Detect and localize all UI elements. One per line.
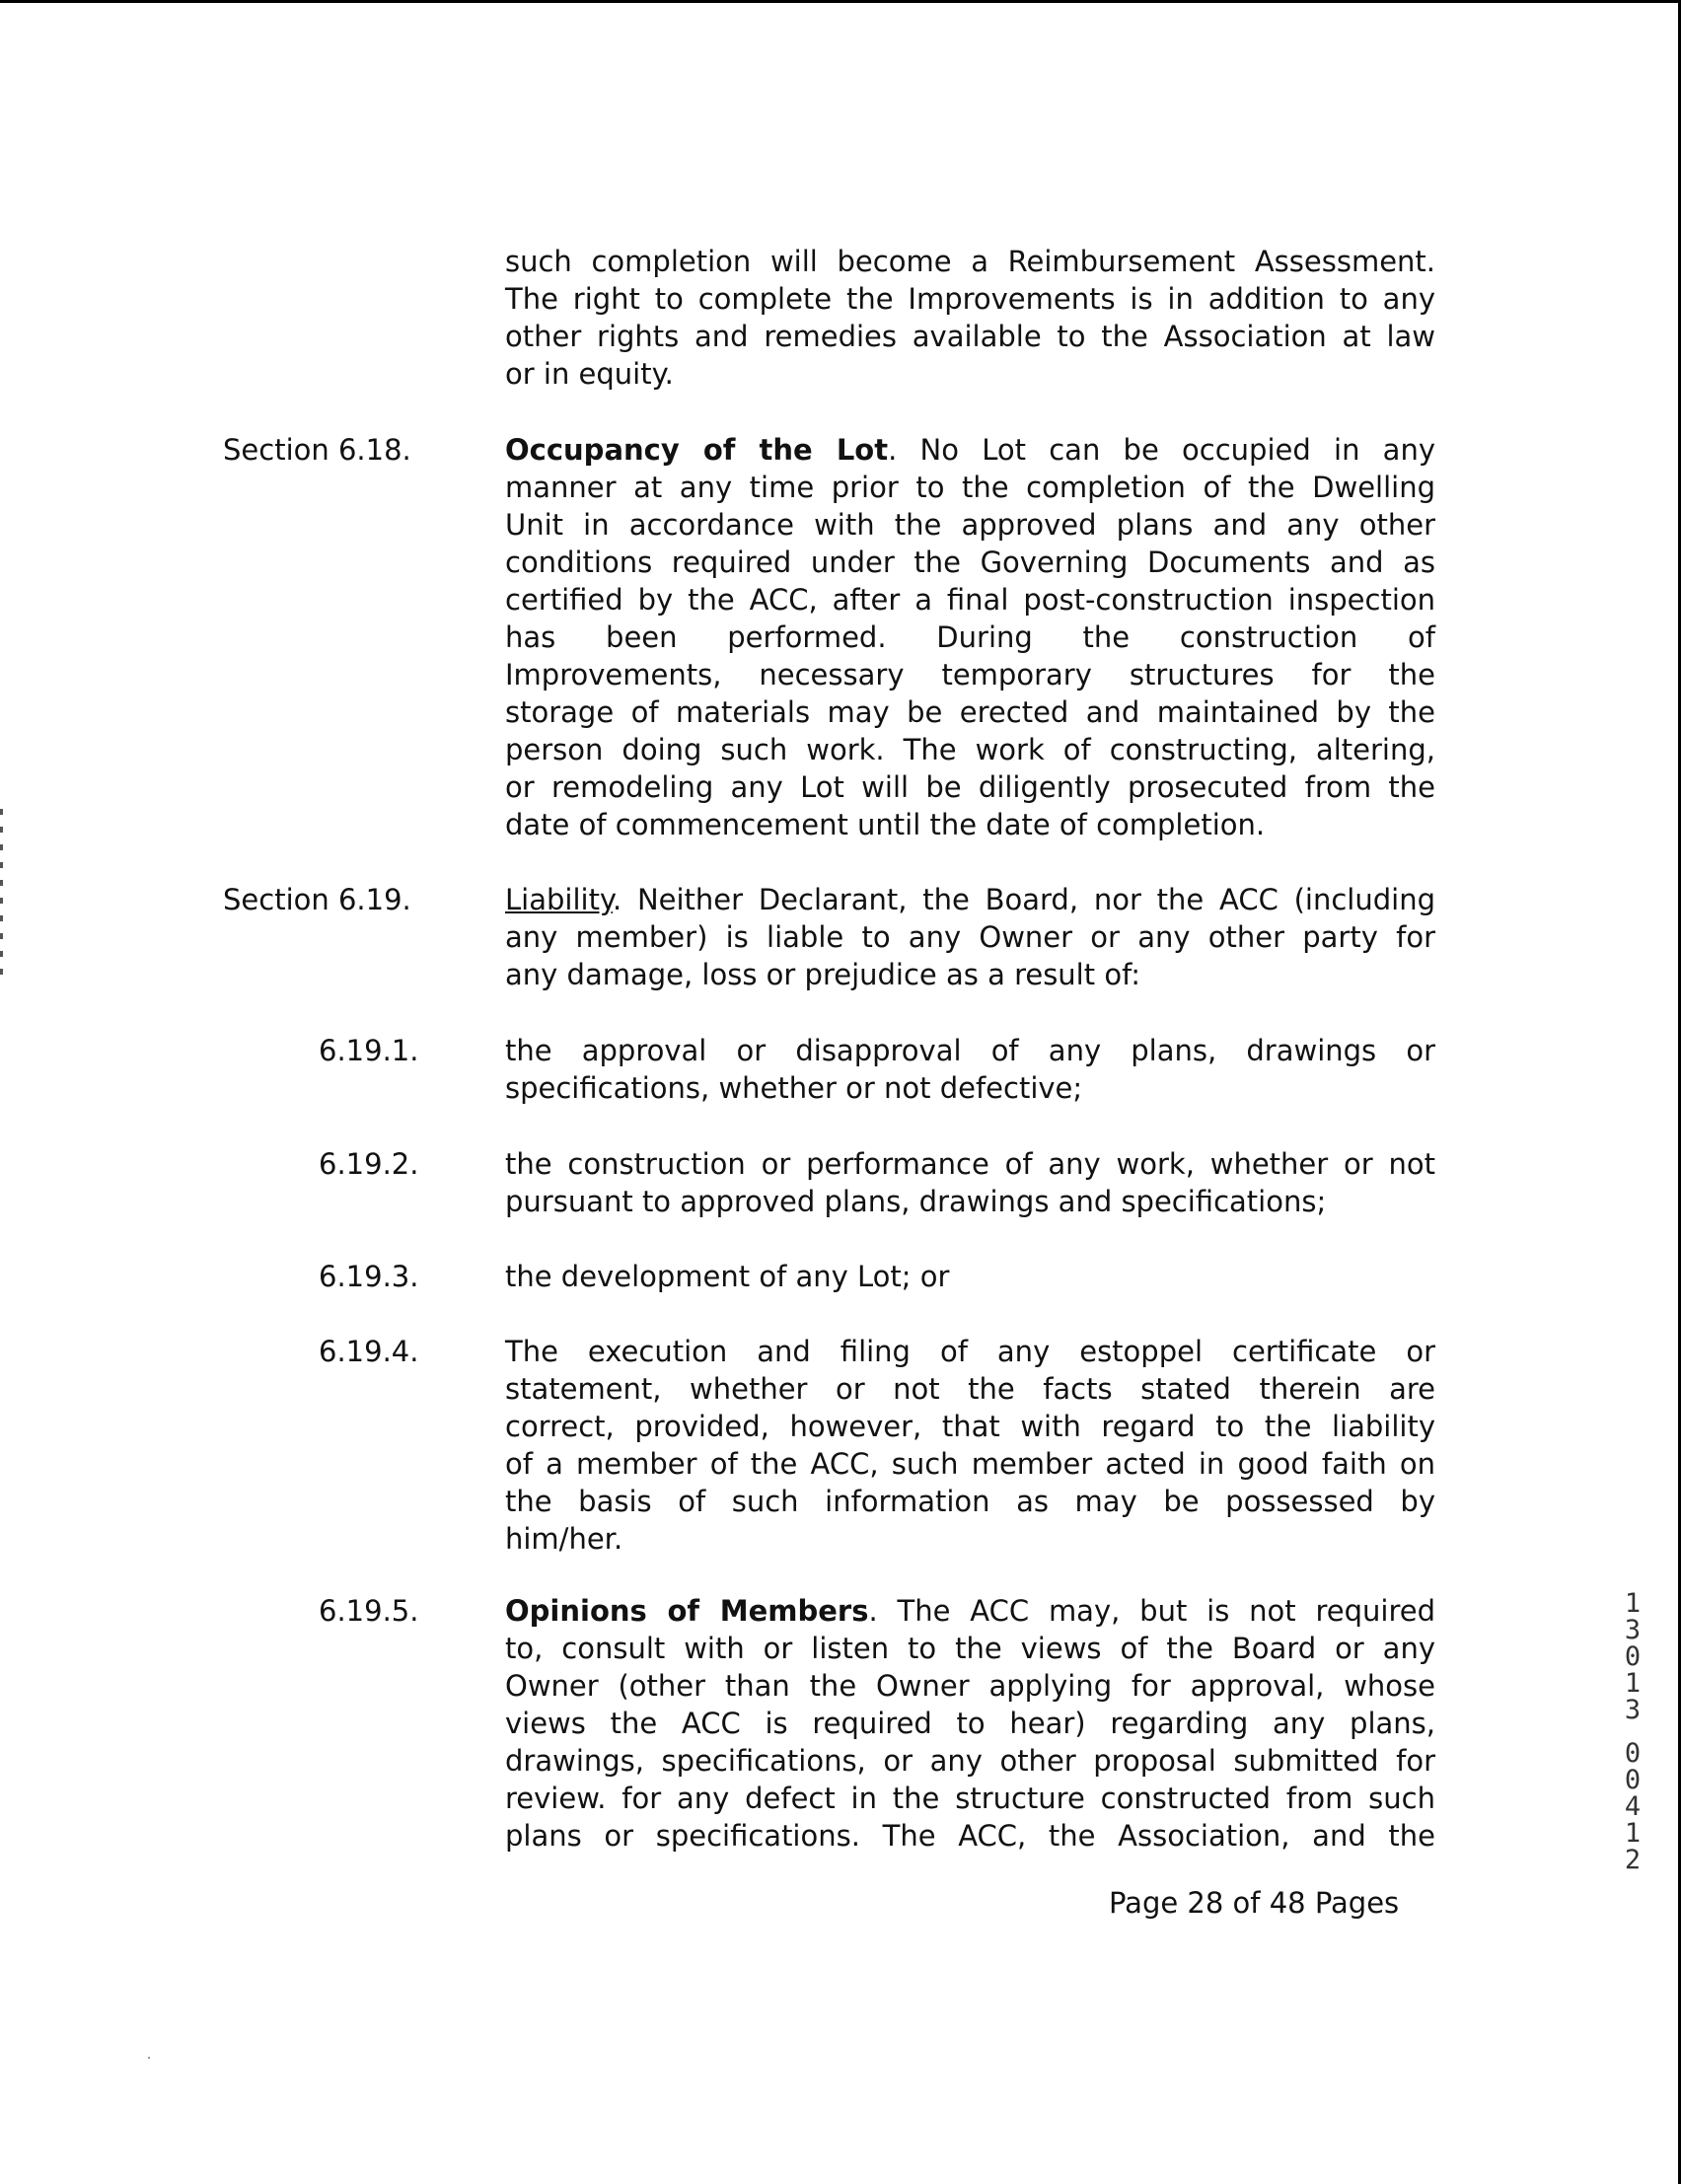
margin-digit: 1 bbox=[1624, 1818, 1642, 1849]
item-6-19-1-label: 6.19.1. bbox=[319, 1034, 419, 1067]
item-6-19-5-line: to, consult with or listen to the views of the Board or any bbox=[505, 1632, 1435, 1665]
section-6-18-first-line-text: . No Lot can be occupied in any bbox=[888, 433, 1436, 467]
margin-digit: 2 bbox=[1624, 1845, 1642, 1875]
section-6-18-line: date of commencement until the date of completion. bbox=[505, 808, 1266, 841]
item-6-19-5-label: 6.19.5. bbox=[319, 1594, 419, 1628]
section-6-19-line: any member) is liable to any Owner or any other party for bbox=[505, 920, 1435, 954]
item-6-19-5-line: review. for any defect in the structure constructed from such bbox=[505, 1782, 1435, 1815]
margin-digit: 1 bbox=[1624, 1588, 1642, 1619]
section-6-18-line: manner at any time prior to the completion of the Dwelling bbox=[505, 471, 1435, 504]
page-footer: Page 28 of 48 Pages bbox=[1109, 1886, 1400, 1920]
item-6-19-5-line: Owner (other than the Owner applying for approval, whose bbox=[505, 1669, 1435, 1703]
item-6-19-2-line: the construction or performance of any work, whether or not bbox=[505, 1147, 1435, 1181]
section-6-18-line: Unit in accordance with the approved plans and any other bbox=[505, 508, 1435, 542]
scan-speck bbox=[148, 2057, 150, 2059]
item-6-19-2-label: 6.19.2. bbox=[319, 1147, 419, 1181]
section-6-18-line: person doing such work. The work of constructing, altering, bbox=[505, 733, 1435, 766]
section-6-19-label: Section 6.19. bbox=[223, 883, 411, 916]
section-6-18-heading: Occupancy of the Lot bbox=[505, 433, 889, 467]
intro-line: The right to complete the Improvements is in addition to any bbox=[505, 282, 1435, 316]
section-6-18-first-line bbox=[505, 431, 1435, 469]
scan-left-marks bbox=[0, 809, 3, 986]
item-6-19-4-label: 6.19.4. bbox=[319, 1335, 419, 1368]
item-6-19-3-line: the development of any Lot; or bbox=[505, 1260, 950, 1293]
margin-digit: 1 bbox=[1624, 1668, 1642, 1699]
section-6-19-first-line-text: . Neither Declarant, the Board, nor the ACC (including bbox=[612, 883, 1435, 916]
item-6-19-5-line: drawings, specifications, or any other proposal submitted for bbox=[505, 1744, 1435, 1778]
section-6-18-line: storage of materials may be erected and maintained by the bbox=[505, 695, 1435, 729]
intro-line: or in equity. bbox=[505, 357, 674, 391]
item-6-19-1-line: specifications, whether or not defective; bbox=[505, 1071, 1083, 1105]
intro-line: other rights and remedies available to the Association at law bbox=[505, 320, 1435, 353]
section-6-18-label: Section 6.18. bbox=[223, 433, 411, 467]
item-6-19-4-line: correct, provided, however, that with regard to the liability bbox=[505, 1410, 1435, 1443]
item-6-19-5-first-line bbox=[505, 1592, 1435, 1630]
section-6-18-line: conditions required under the Governing Documents and as bbox=[505, 546, 1435, 579]
margin-digit: 0 bbox=[1624, 1641, 1642, 1672]
item-6-19-4-line: statement, whether or not the facts stated therein are bbox=[505, 1372, 1435, 1406]
margin-document-number bbox=[1622, 1590, 1644, 1873]
item-6-19-4-line: the basis of such information as may be possessed by bbox=[505, 1485, 1435, 1518]
item-6-19-3-label: 6.19.3. bbox=[319, 1260, 419, 1293]
item-6-19-5-line: views the ACC is required to hear) regarding any plans, bbox=[505, 1707, 1435, 1740]
section-6-19-heading: Liability bbox=[505, 883, 613, 916]
item-6-19-1-line: the approval or disapproval of any plans, drawings or bbox=[505, 1034, 1435, 1067]
margin-digit: 0 bbox=[1624, 1765, 1642, 1795]
item-6-19-4-line: The execution and filing of any estoppel certificate or bbox=[505, 1335, 1435, 1368]
item-6-19-5-heading: Opinions of Members bbox=[505, 1594, 869, 1628]
item-6-19-2-line: pursuant to approved plans, drawings and specifications; bbox=[505, 1185, 1327, 1218]
intro-line: such completion will become a Reimbursement Assessment. bbox=[505, 245, 1435, 278]
scan-top-border bbox=[0, 0, 1681, 3]
item-6-19-5-line: plans or specifications. The ACC, the Association, and the bbox=[505, 1819, 1435, 1853]
section-6-18-line: certified by the ACC, after a final post-construction inspection bbox=[505, 583, 1435, 617]
section-6-19-first-line bbox=[505, 881, 1435, 918]
margin-digit: 3 bbox=[1624, 1695, 1642, 1725]
item-6-19-4-line: of a member of the ACC, such member acted in good faith on bbox=[505, 1447, 1435, 1481]
margin-digit: 0 bbox=[1624, 1738, 1642, 1769]
section-6-19-line: any damage, loss or prejudice as a result of: bbox=[505, 958, 1141, 991]
section-6-18-line: Improvements, necessary temporary structures for the bbox=[505, 658, 1435, 692]
margin-digit: 4 bbox=[1624, 1791, 1642, 1822]
section-6-18-line: has been performed. During the construction of bbox=[505, 620, 1435, 654]
margin-digit: 3 bbox=[1624, 1615, 1642, 1645]
item-6-19-4-line: him/her. bbox=[505, 1522, 623, 1556]
section-6-18-line: or remodeling any Lot will be diligently prosecuted from the bbox=[505, 770, 1435, 804]
item-6-19-5-first-line-text: . The ACC may, but is not required bbox=[868, 1594, 1435, 1628]
